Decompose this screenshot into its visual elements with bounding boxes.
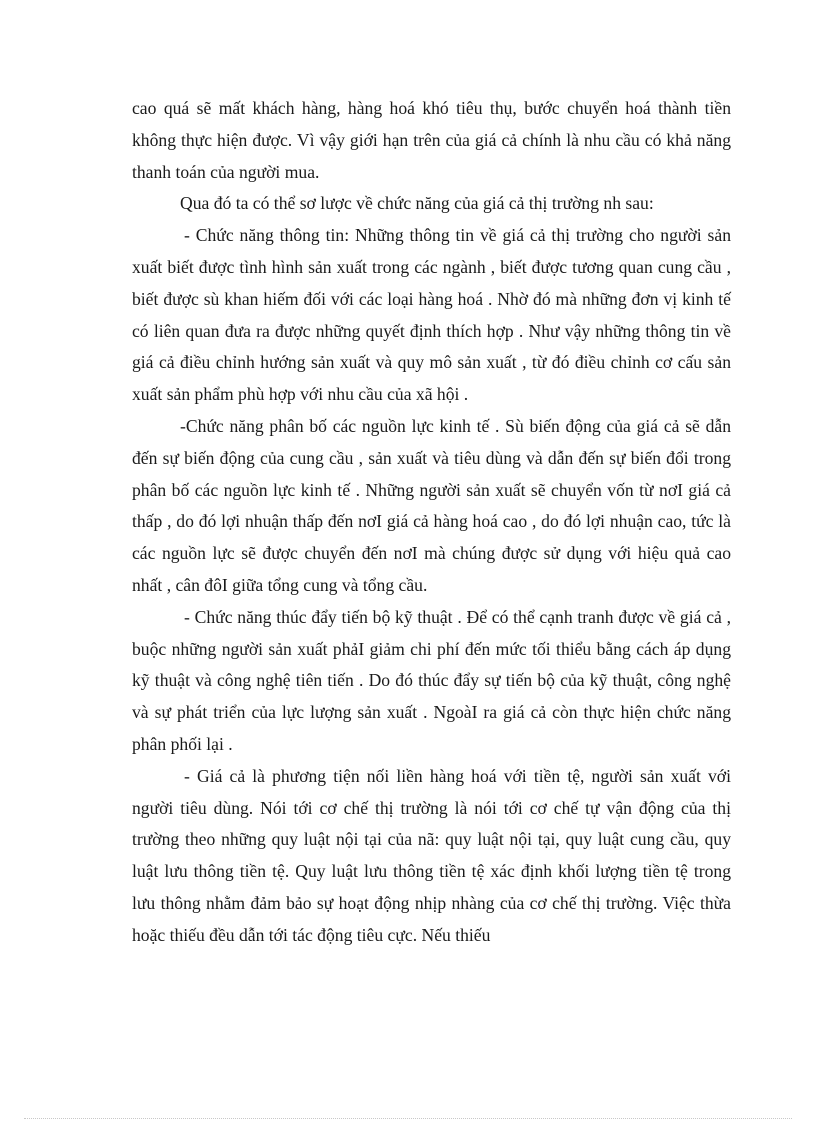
paragraph-technical-progress-function: - Chức năng thúc đẩy tiến bộ kỹ thuật . Để có thể cạnh tranh được về giá cả , buộc những người sản xuất phảI giảm chi phí đến mức tối thiểu bằng cách áp dụng kỹ thuật và công nghệ tiên tiến . Do đó thúc đẩy sự tiến bộ của kỹ thuật, công nghệ và sự phát triển của lực lượng sản xuất . NgoàI ra giá cả còn thực hiện chức năng phân phối lại . xyxy=(132,606,731,754)
paragraph-intro-functions: Qua đó ta có thể sơ lược về chức năng của giá cả thị trường nh sau: xyxy=(180,193,654,214)
paragraph-resource-allocation-function: -Chức năng phân bố các nguồn lực kinh tế . Sù biến động của giá cả sẽ dẫn đến sự biến động của cung cầu , sản xuất và tiêu dùng và dẫn đến sự biến đổi trong phân bố các nguồn lực kinh tế . Những người sản xuất sẽ chuyển vốn từ nơI giá cả thấp , do đó lợi nhuận thấp đến nơI giá cả hàng hoá cao , do đó lợi nhuận cao, tức là các nguồn lực sẽ được chuyển đến nơI mà chúng được sử dụng với hiệu quả cao nhất , cân đôI giữa tổng cung và tổng cầu. xyxy=(132,415,731,595)
paragraph-money-link: - Giá cả là phương tiện nối liền hàng hoá với tiền tệ, người sản xuất với người tiêu dùng. Nói tới cơ chế thị trường là nói tới cơ chế tự vận động của thị trường theo những quy luật nội tại của nã: quy luật nội tại, quy luật cung cầu, quy luật lưu thông tiền tệ. Quy luật lưu thông tiền tệ xác định khối lượng tiền tệ trong lưu thông nhằm đảm bảo sự hoạt động nhịp nhàng của cơ chế thị trường. Việc thừa hoặc thiếu đều dẫn tới tác động tiêu cực. Nếu thiếu xyxy=(132,765,731,945)
paragraph-continuation: cao quá sẽ mất khách hàng, hàng hoá khó tiêu thụ, bước chuyển hoá thành tiền không thực hiện được. Vì vậy giới hạn trên của giá cả chính là nhu cầu có khả năng thanh toán của người mua. xyxy=(132,98,731,182)
body-text xyxy=(132,93,731,952)
paragraph-information-function: - Chức năng thông tin: Những thông tin về giá cả thị trường cho người sản xuất biết được tình hình sản xuất trong các ngành , biết được tương quan cung cầu , biết được sù khan hiếm đối với các loại hàng hoá . Nhờ đó mà những đơn vị kinh tế có liên quan đưa ra được những quyết định thích hợp . Như vậy những thông tin về giá cả điều chỉnh hướng sản xuất và quy mô sản xuất , từ đó điều chỉnh cơ cấu sản xuất sản phẩm phù hợp với nhu cầu của xã hội . xyxy=(132,225,731,405)
page-footer-divider xyxy=(24,1118,792,1119)
